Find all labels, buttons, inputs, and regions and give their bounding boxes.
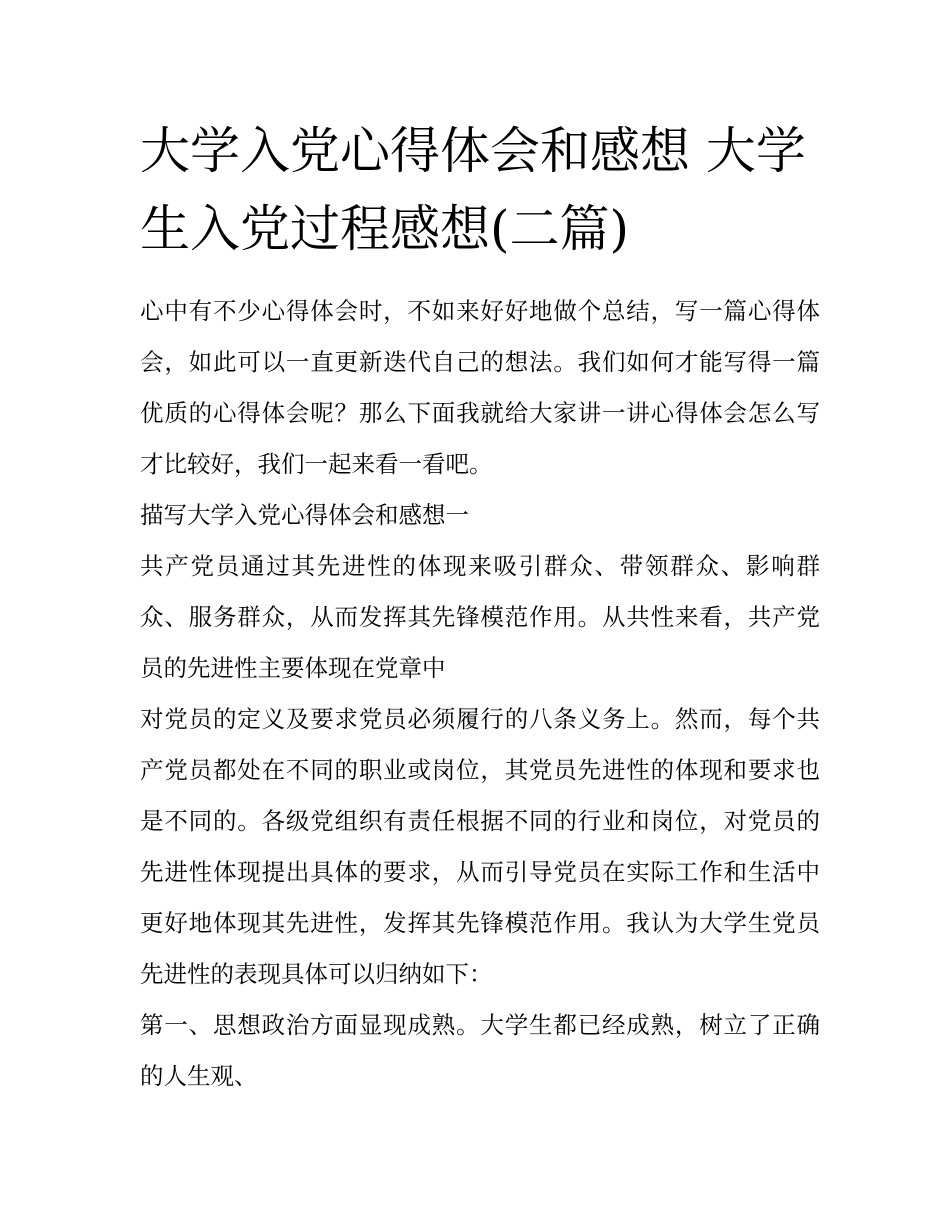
paragraph-party-members: 共产党员通过其先进性的体现来吸引群众、带领群众、影响群众、服务群众，从而发挥其先锋模范作用。从共性来看，共产党员的先进性主要体现在党章中 xyxy=(140,552,820,682)
document-title: 大学入党心得体会和感想 大学生入党过程感想(二篇) xyxy=(140,122,806,258)
paragraph-obligations: 对党员的定义及要求党员必须履行的八条义务上。然而，每个共产党员都处在不同的职业或岗位，其党员先进性的体现和要求也是不同的。各级党组织有责任根据不同的行业和岗位，对党员的先进性体现提出具体的要求，从而引导党员在实际工作和生活中更好地体现其先进性，发挥其先锋模范作用。我认为大学生党员先进性的表现具体可以归纳如下： xyxy=(140,705,820,988)
paragraph-intro: 心中有不少心得体会时，不如来好好地做个总结，写一篇心得体会，如此可以一直更新迭代自己的想法。我们如何才能写得一篇优质的心得体会呢？那么下面我就给大家讲一讲心得体会怎么写才比较好，我们一起来看一看吧。 xyxy=(140,297,820,478)
document-content xyxy=(140,112,820,1102)
paragraph-point-one: 第一、思想政治方面显现成熟。大学生都已经成熟，树立了正确的人生观、 xyxy=(140,1011,820,1090)
section-heading: 描写大学入党心得体会和感想一 xyxy=(140,501,469,529)
document-body xyxy=(140,286,820,1102)
